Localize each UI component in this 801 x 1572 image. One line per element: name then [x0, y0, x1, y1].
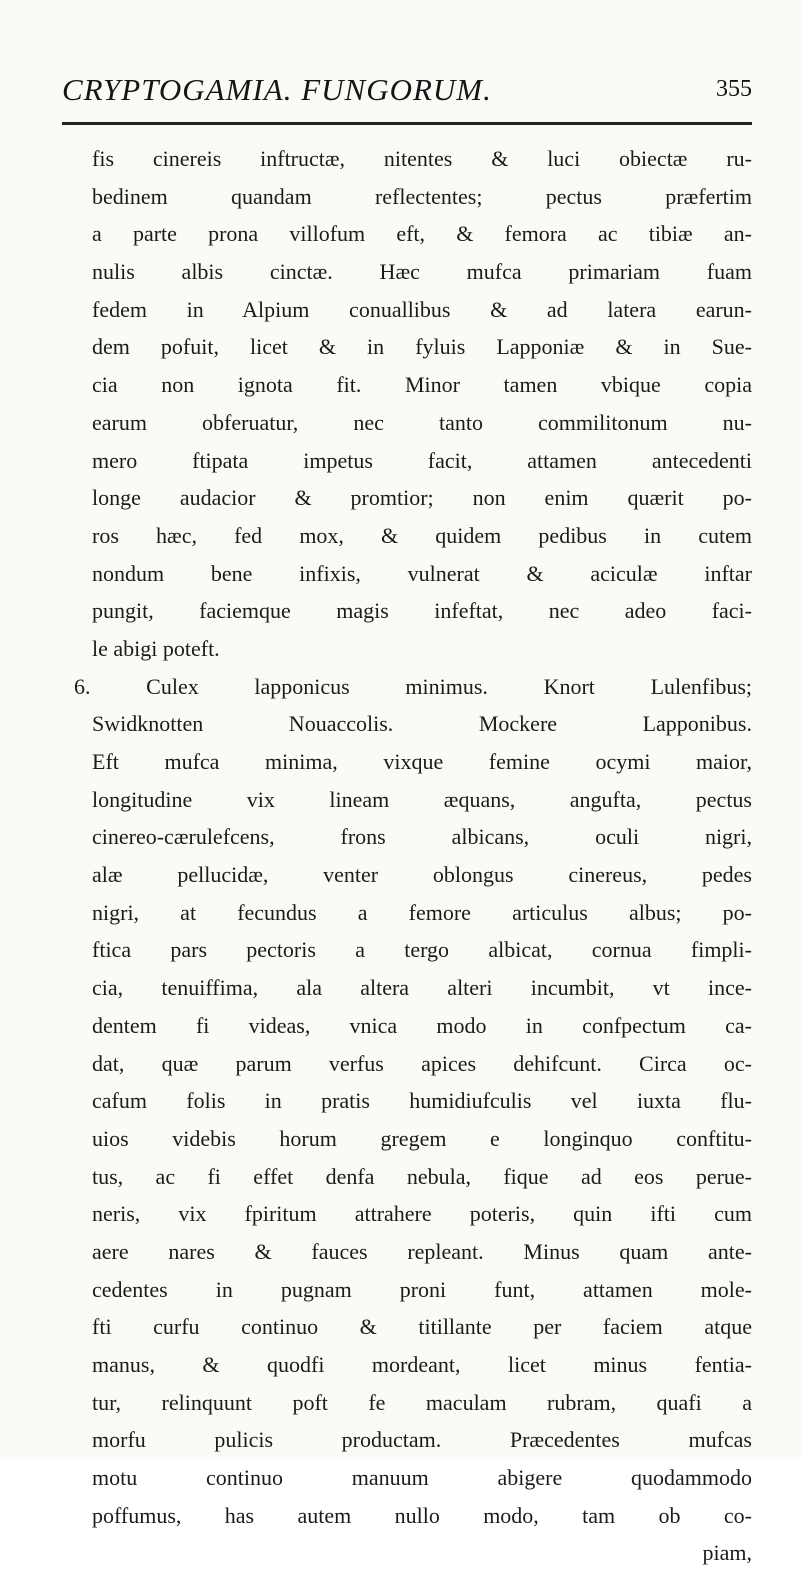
body-text — [74, 140, 752, 1572]
page-number: 355 — [716, 76, 752, 102]
text-line: le abigi poteft. — [92, 635, 220, 661]
text-line: mero ftipata impetus facit, attamen antecedenti — [92, 447, 752, 473]
text-line: longe audacior & promtior; non enim quærit po- — [92, 485, 752, 511]
text-line: 6. Culex lapponicus minimus. Knort Lulenfibus; — [74, 673, 752, 699]
text-line: a parte prona villofum eft, & femora ac tibiæ an- — [92, 221, 752, 247]
text-line: dat, quæ parum verfus apices dehifcunt. Circa oc- — [92, 1050, 752, 1076]
text-line: pungit, faciemque magis infeftat, nec adeo faci- — [92, 598, 752, 624]
text-line: cedentes in pugnam proni funt, attamen mole- — [92, 1276, 752, 1302]
text-line: alæ pellucidæ, venter oblongus cinereus, pedes — [92, 862, 752, 888]
text-line: piam, — [702, 1540, 752, 1566]
text-line: Eft mufca minima, vixque femine ocymi maior, — [92, 749, 752, 774]
text-line: earum obferuatur, nec tanto commilitonum nu- — [92, 409, 752, 435]
text-line: tur, relinquunt poft fe maculam rubram, quafi a — [92, 1389, 752, 1415]
text-line: Swidknotten Nouaccolis. Mockere Lapponibus. — [92, 711, 752, 737]
text-line: cia, tenuiffima, ala altera alteri incumbit, vt ince- — [92, 975, 752, 1001]
text-line: poffumus, has autem nullo modo, tam ob co- — [92, 1502, 752, 1528]
page-header — [62, 72, 752, 132]
text-line: fedem in Alpium conuallibus & ad latera earun- — [92, 296, 752, 322]
running-head: CRYPTOGAMIA. FUNGORUM. — [62, 72, 492, 107]
text-line: fti curfu continuo & titillante per faciem atque — [92, 1314, 752, 1340]
text-line: nulis albis cinctæ. Hæc mufca primariam fuam — [92, 259, 752, 285]
text-line: nigri, at fecundus a femore articulus albus; po- — [92, 899, 752, 925]
text-line: cafum folis in pratis humidiufculis vel iuxta flu- — [92, 1088, 752, 1114]
text-line: tus, ac fi effet denfa nebula, fique ad eos perue- — [92, 1163, 752, 1189]
text-line: uios videbis horum gregem e longinquo conftitu- — [92, 1125, 752, 1151]
text-line: aere nares & fauces repleant. Minus quam ante- — [92, 1238, 752, 1264]
text-line: dem pofuit, licet & in fyluis Lapponiæ & in Sue- — [92, 334, 752, 360]
text-line: neris, vix fpiritum attrahere poteris, quin ifti cum — [92, 1201, 752, 1227]
header-rule — [62, 122, 752, 125]
text-line: cinereo-cærulefcens, frons albicans, oculi nigri, — [92, 824, 752, 850]
text-line: bedinem quandam reflectentes; pectus præfertim — [92, 183, 752, 209]
text-line: longitudine vix lineam æquans, angufta, pectus — [92, 786, 752, 812]
text-line: nondum bene infixis, vulnerat & aciculæ inftar — [92, 560, 752, 586]
text-line: manus, & quodfi mordeant, licet minus fentia- — [92, 1352, 752, 1377]
text-line: dentem fi videas, vnica modo in confpectum ca- — [92, 1012, 752, 1038]
text-line: motu continuo manuum abigere quodammodo — [92, 1465, 752, 1491]
text-line: ftica pars pectoris a tergo albicat, cornua fimpli- — [92, 937, 752, 963]
text-line: ros hæc, fed mox, & quidem pedibus in cutem — [92, 522, 752, 548]
text-line: cia non ignota fit. Minor tamen vbique copia — [92, 372, 752, 398]
text-line: morfu pulicis productam. Præcedentes mufcas — [92, 1427, 752, 1453]
text-line: fis cinereis inftructæ, nitentes & luci obiectæ ru- — [92, 146, 752, 171]
